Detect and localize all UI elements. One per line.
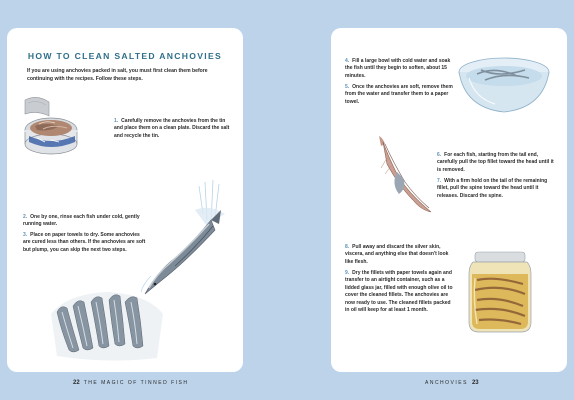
step-text: Place on paper towels to dry. Some anchovies are cured less than others. If the anchovies are soft but plump, you can skip the next two steps. — [23, 232, 146, 253]
step-text: Once the anchovies are soft, remove them from the water and transfer them to a paper towel. — [345, 84, 453, 105]
left-folio — [73, 380, 189, 386]
step-number: 6. — [437, 152, 442, 158]
step-text: For each fish, starting from the tail end, carefully pull the top fillet toward the head until it is removed. — [437, 152, 554, 173]
running-head: ANCHOVIES — [425, 380, 468, 386]
step-3 — [23, 232, 147, 254]
step-6 — [437, 152, 557, 174]
step-1 — [114, 118, 232, 140]
right-page — [331, 28, 567, 386]
step-4 — [345, 58, 453, 80]
step-2 — [23, 214, 147, 229]
left-page — [7, 28, 243, 386]
right-folio — [425, 380, 479, 386]
step-number: 2. — [23, 214, 28, 220]
step-9 — [345, 270, 455, 314]
step-number: 1. — [114, 118, 119, 124]
step-number: 3. — [23, 232, 28, 238]
step-text: Carefully remove the anchovies from the tin and place them on a clean plate. Discard the salt and recycle the tin. — [114, 118, 230, 139]
step-text: With a firm hold on the tail of the remaining fillet, pull the spine toward the head until it releases. Discard the spine. — [437, 178, 548, 199]
step-number: 4. — [345, 58, 350, 64]
bowl-of-water-illustration — [455, 52, 553, 116]
step-number: 8. — [345, 244, 350, 250]
anchovies-in-oil-jar-illustration — [465, 250, 535, 334]
page-number: 23 — [471, 380, 479, 386]
step-7 — [437, 178, 557, 200]
step-number: 7. — [437, 178, 442, 184]
step-text: Fill a large bowl with cold water and soak the fish until they begin to soften, about 15 minutes. — [345, 58, 451, 79]
page-title: HOW TO CLEAN SALTED ANCHOVIES — [27, 51, 223, 61]
step-text: Pull away and discard the silver skin, viscera, and anything else that doesn't look like flesh. — [345, 244, 449, 265]
running-head: THE MAGIC OF TINNED FISH — [83, 380, 189, 386]
step-number: 5. — [345, 84, 350, 90]
page-number: 22 — [73, 380, 80, 386]
step-5 — [345, 84, 453, 106]
anchovies-on-towel-illustration — [47, 284, 167, 364]
intro-paragraph: If you are using anchovies packed in salt, you must first clean them before continuing with the recipes. Follow these steps. — [27, 68, 208, 82]
step-text: Dry the fillets with paper towels again and transfer to an airtight container, such as a lidded glass jar, filled with enough olive oil to cover the cleaned fillets. The anchovies are now ready to use. The cleaned fillets packed in oil will keep for at least 1 month. — [345, 270, 453, 314]
step-number: 9. — [345, 270, 350, 276]
step-text: One by one, rinse each fish under cold, gently running water. — [23, 214, 140, 228]
step-8 — [345, 244, 455, 266]
anchovy-tin-illustration — [15, 96, 81, 156]
filleted-anchovy-illustration — [371, 134, 437, 218]
